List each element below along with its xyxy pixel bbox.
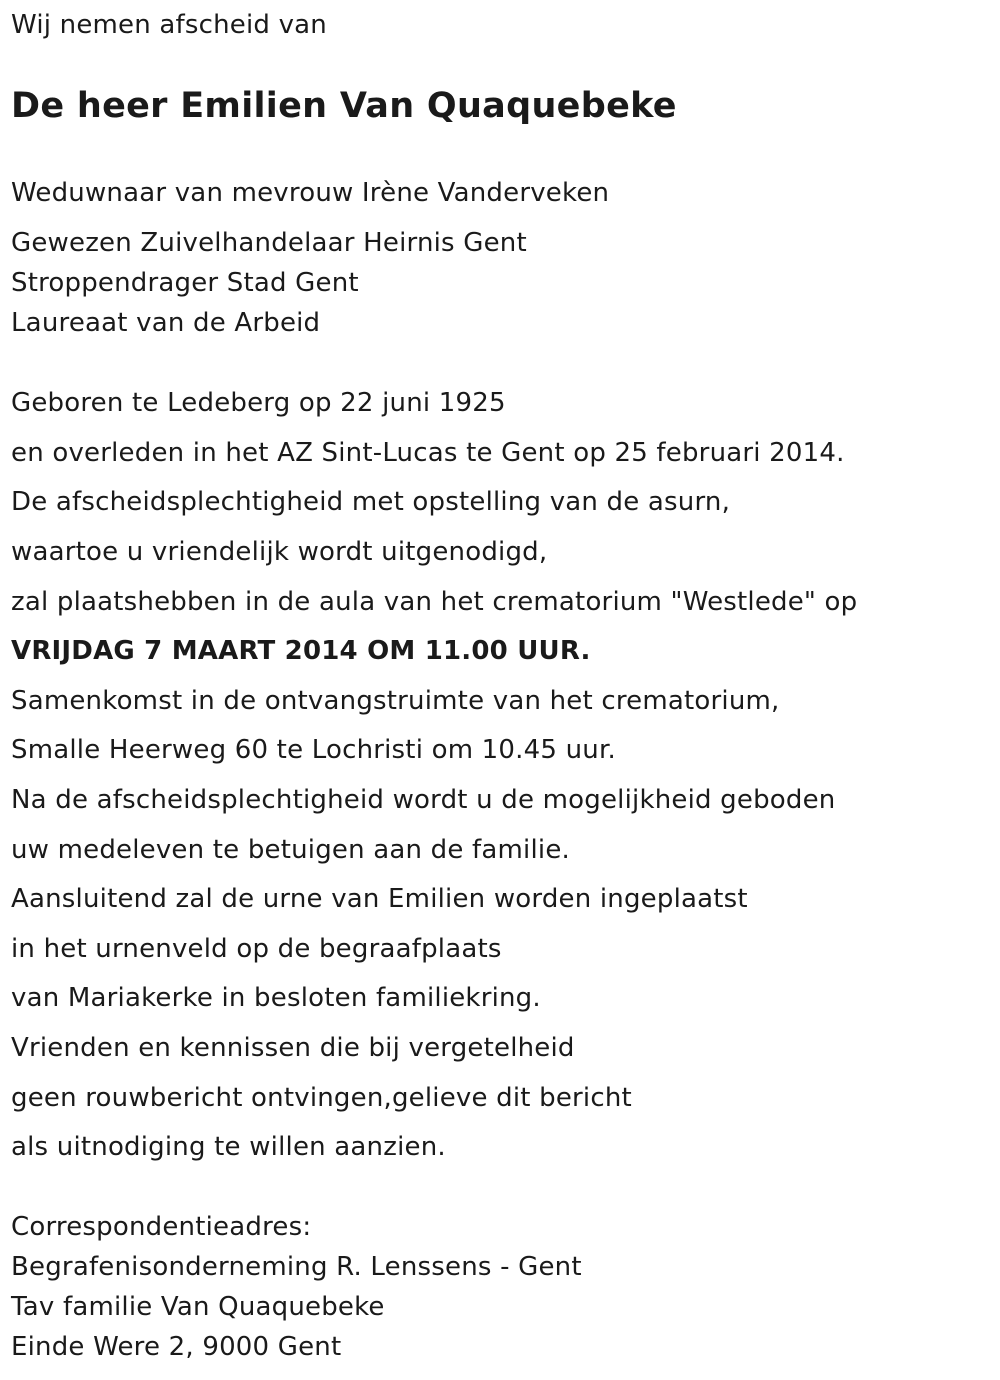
body-line: als uitnodiging te willen aanzien. xyxy=(11,1132,446,1162)
deceased-name: De heer Emilien Van Quaquebeke xyxy=(11,86,677,126)
intro-text: Wij nemen afscheid van xyxy=(11,10,327,40)
body-line: zal plaatshebben in de aula van het crematorium "Westlede" op xyxy=(11,587,858,617)
body-line: Smalle Heerweg 60 te Lochristi om 10.45 uur. xyxy=(11,735,616,765)
body-line: De afscheidsplechtigheid met opstelling van de asurn, xyxy=(11,487,731,517)
title-line: Stroppendrager Stad Gent xyxy=(11,268,359,298)
relation-text: Weduwnaar van mevrouw Irène Vanderveken xyxy=(11,178,610,208)
body-line: Na de afscheidsplechtigheid wordt u de mogelijkheid geboden xyxy=(11,785,836,815)
correspondence-heading: Correspondentieadres: xyxy=(11,1212,312,1242)
body-line: in het urnenveld op de begraafplaats xyxy=(11,934,502,964)
body-line: Samenkomst in de ontvangstruimte van het crematorium, xyxy=(11,686,780,716)
body-line: Vrienden en kennissen die bij vergetelheid xyxy=(11,1033,575,1063)
body-line: waartoe u vriendelijk wordt uitgenodigd, xyxy=(11,537,548,567)
body-line: en overleden in het AZ Sint-Lucas te Gent op 25 februari 2014. xyxy=(11,438,845,468)
title-line: Gewezen Zuivelhandelaar Heirnis Gent xyxy=(11,228,527,258)
body-line: Aansluitend zal de urne van Emilien worden ingeplaatst xyxy=(11,884,748,914)
ceremony-date: VRIJDAG 7 MAART 2014 OM 11.00 UUR. xyxy=(11,636,591,666)
correspondence-line: Tav familie Van Quaquebeke xyxy=(11,1292,385,1322)
body-line: Geboren te Ledeberg op 22 juni 1925 xyxy=(11,388,506,418)
body-line: geen rouwbericht ontvingen,gelieve dit bericht xyxy=(11,1083,632,1113)
title-line: Laureaat van de Arbeid xyxy=(11,308,321,338)
correspondence-line: Einde Were 2, 9000 Gent xyxy=(11,1332,342,1362)
body-line: van Mariakerke in besloten familiekring. xyxy=(11,983,541,1013)
correspondence-line: Begrafenisonderneming R. Lenssens - Gent xyxy=(11,1252,582,1282)
body-line: uw medeleven te betuigen aan de familie. xyxy=(11,835,570,865)
